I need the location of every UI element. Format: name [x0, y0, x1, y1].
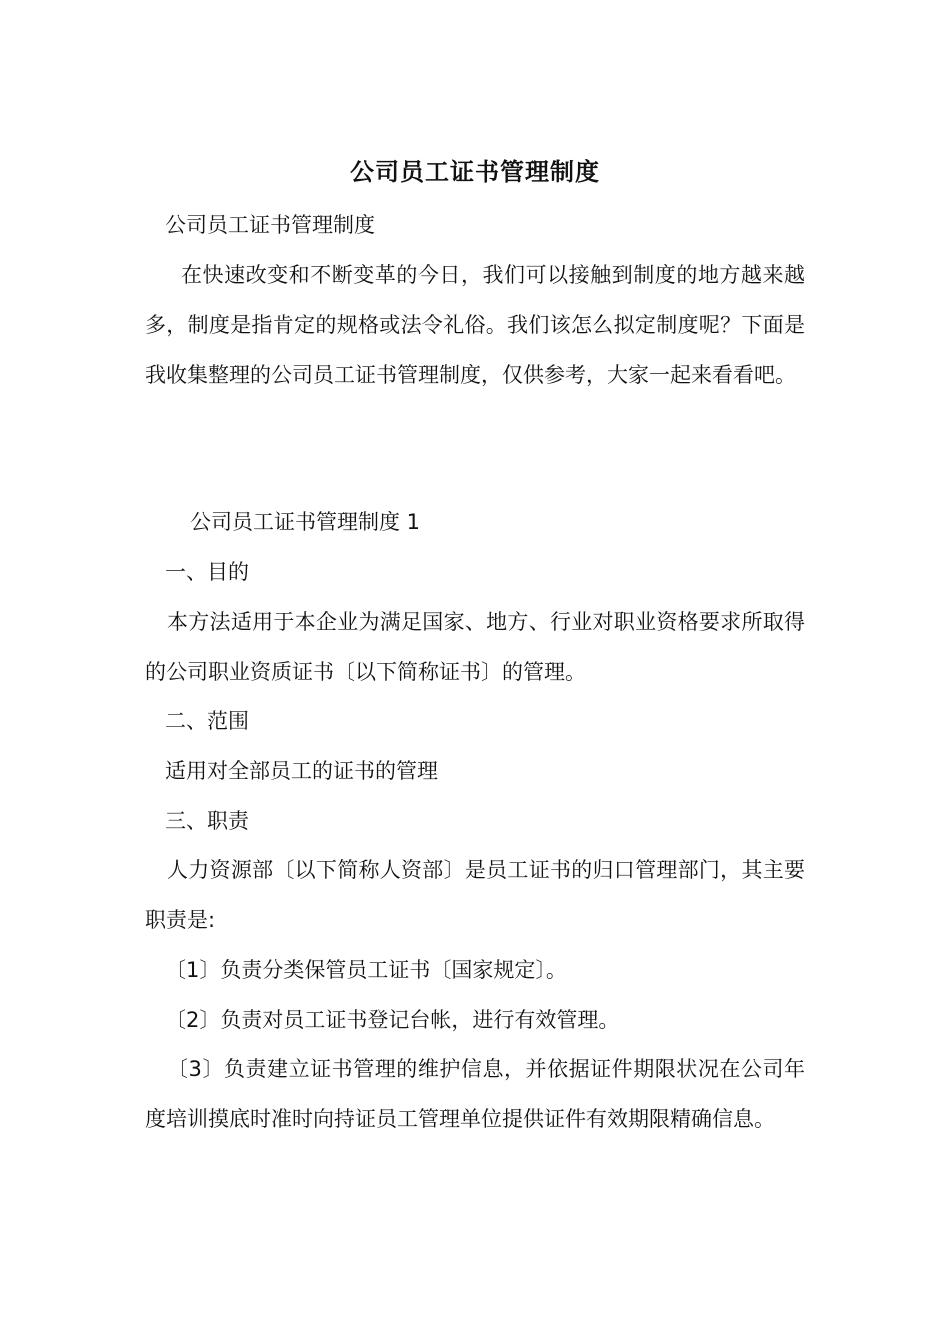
duty-item-2: 〔2〕负责对员工证书登记台帐，进行有效管理。: [165, 1008, 620, 1032]
intro-paragraph: 在快速改变和不断变革的今日，我们可以接触到制度的地方越来越多，制度是指肯定的规格或法令礼俗。我们该怎么拟定制度呢？下面是我收集整理的公司员工证书管理制度，仅供参考，大家一起来看看吧。: [145, 263, 805, 387]
duty-item-1: 〔1〕负责分类保管员工证书〔国家规定〕。: [165, 958, 567, 982]
document-title: 公司员工证书管理制度: [350, 157, 600, 186]
duties-paragraph: 人力资源部〔以下简称人资部〕是员工证书的归口管理部门，其主要职责是:: [145, 858, 805, 932]
duties-heading: 三、职责: [165, 809, 249, 833]
section-heading: 公司员工证书管理制度 1: [190, 510, 421, 534]
purpose-heading: 一、目的: [165, 560, 249, 584]
duty-item-3: 〔3〕负责建立证书管理的维护信息，并依据证件期限状况在公司年度培训摸底时准时向持证员工管理单位提供证件有效期限精确信息。: [145, 1057, 805, 1131]
scope-paragraph: 适用对全部员工的证书的管理: [165, 759, 438, 783]
scope-heading: 二、范围: [165, 709, 249, 733]
purpose-paragraph: 本方法适用于本企业为满足国家、地方、行业对职业资格要求所取得的公司职业资质证书〔以下简称证书〕的管理。: [145, 610, 805, 684]
document-subtitle: 公司员工证书管理制度: [165, 213, 375, 237]
